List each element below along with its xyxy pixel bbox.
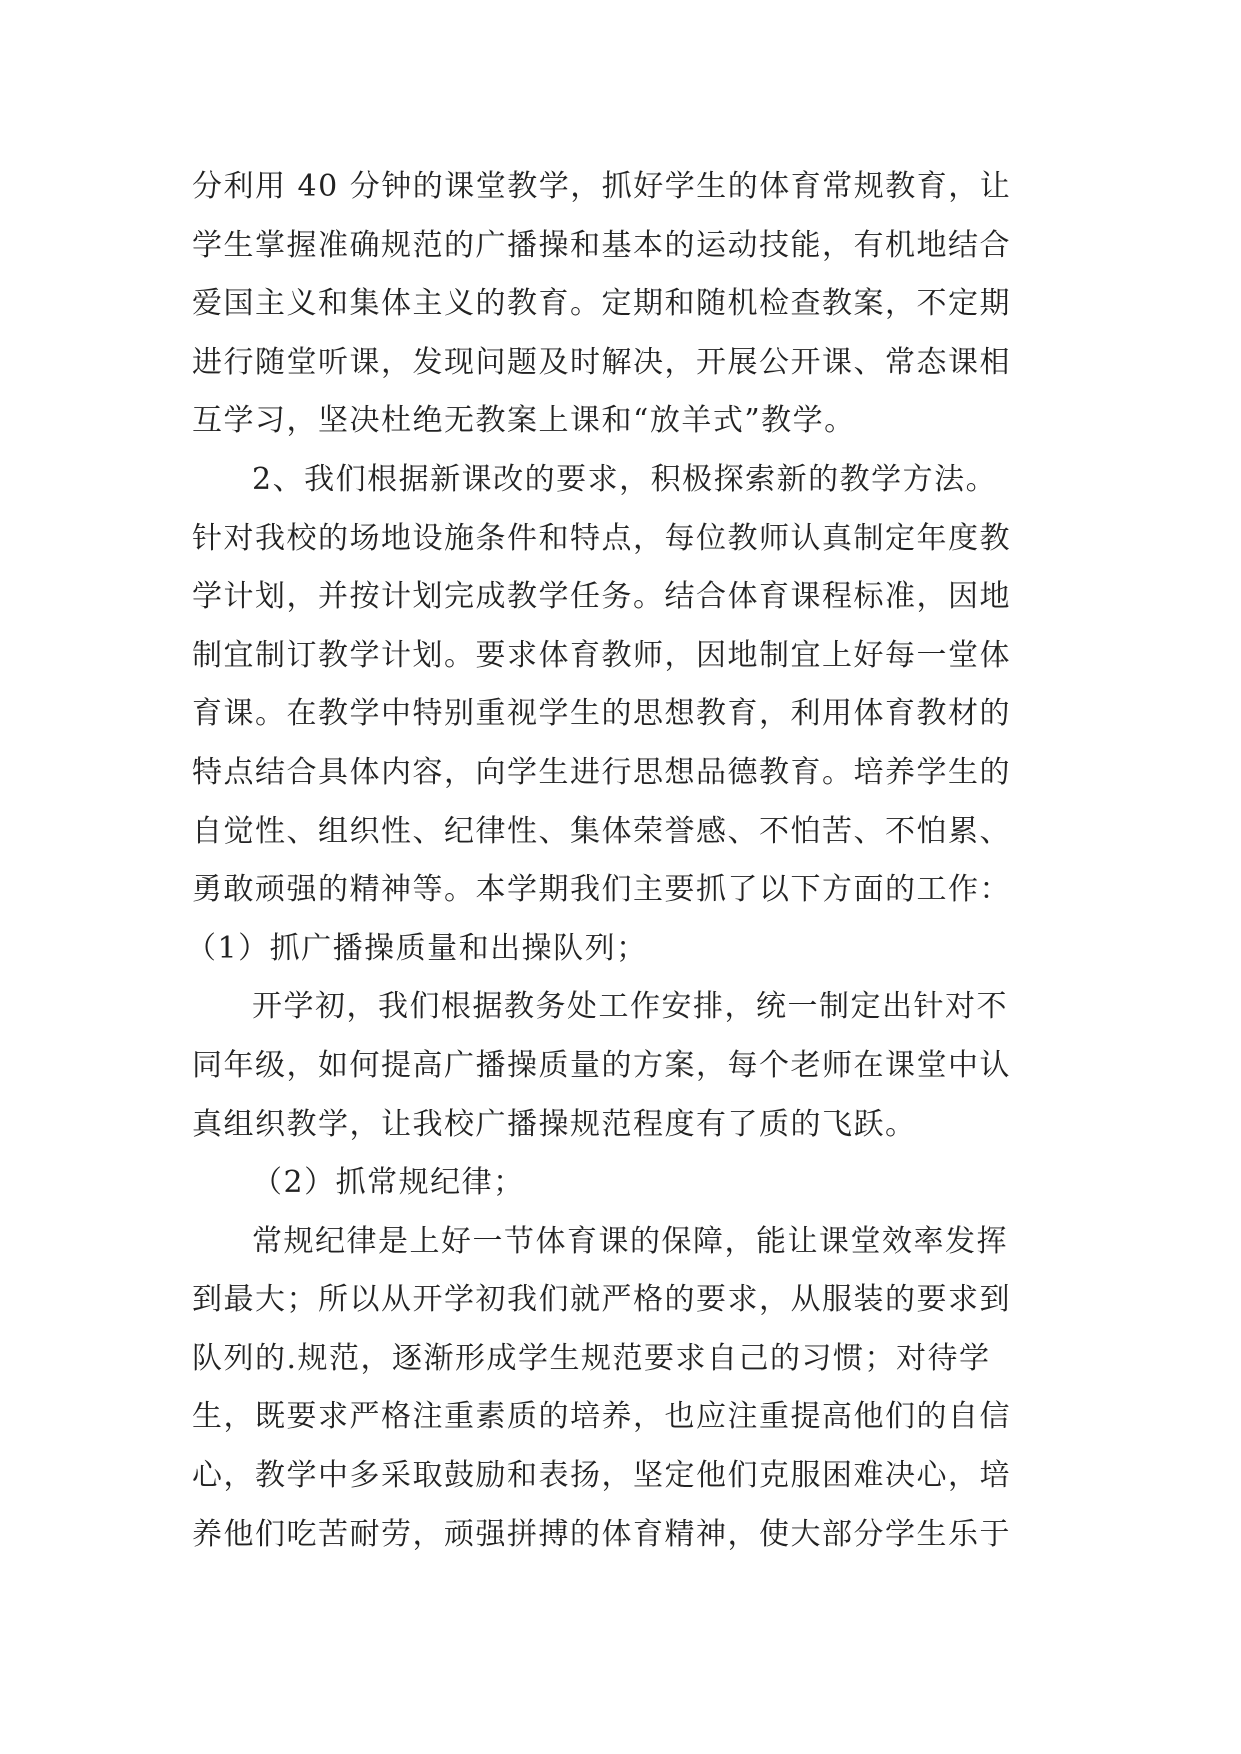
text-line: 学生掌握准确规范的广播操和基本的运动技能，有机地结合 (192, 227, 1011, 263)
document-body (186, 158, 1052, 1564)
text-line: 勇敢顽强的精神等。本学期我们主要抓了以下方面的工作： (192, 872, 1011, 908)
text-line: 心，教学中多采取鼓励和表扬，坚定他们克服困难决心，培 (192, 1458, 1011, 1494)
text-line: 生，既要求严格注重素质的培养，也应注重提高他们的自信 (192, 1399, 1011, 1435)
paragraph-start-line: 常规纪律是上好一节体育课的保障，能让课堂效率发挥 (252, 1223, 1008, 1259)
subheading-1: （1）抓广播操质量和出操队列； (186, 930, 648, 966)
text-line: 队列的.规范，逐渐形成学生规范要求自己的习惯；对待学 (192, 1340, 991, 1376)
text-line: 养他们吃苦耐劳，顽强拼搏的体育精神，使大部分学生乐于 (192, 1516, 1011, 1552)
text-line: 同年级，如何提高广播操质量的方案，每个老师在课堂中认 (192, 1047, 1011, 1083)
text-line: 针对我校的场地设施条件和特点，每位教师认真制定年度教 (192, 520, 1011, 556)
text-line: 自觉性、组织性、纪律性、集体荣誉感、不怕苦、不怕累、 (192, 813, 1011, 849)
text-line: 到最大；所以从开学初我们就严格的要求，从服装的要求到 (192, 1282, 1011, 1318)
subheading-2: （2）抓常规纪律； (252, 1165, 525, 1201)
text-line: 特点结合具体内容，向学生进行思想品德教育。培养学生的 (192, 754, 1011, 790)
text-line: 育课。在教学中特别重视学生的思想教育，利用体育教材的 (192, 696, 1011, 732)
text-line: 分利用 40 分钟的课堂教学，抓好学生的体育常规教育，让 (192, 169, 1012, 204)
paragraph-start-line: 开学初，我们根据教务处工作安排，统一制定出针对不 (252, 989, 1008, 1025)
paragraph-start-line: 2、我们根据新课改的要求，积极探索新的教学方法。 (252, 461, 998, 497)
text-line: 爱国主义和集体主义的教育。定期和随机检查教案，不定期 (192, 286, 1011, 322)
text-line: 学计划，并按计划完成教学任务。结合体育课程标准，因地 (192, 579, 1011, 615)
text-line: 互学习，坚决杜绝无教案上课和“放羊式”教学。 (192, 403, 856, 439)
text-line: 制宜制订教学计划。要求体育教师，因地制宜上好每一堂体 (192, 637, 1011, 673)
text-line: 真组织教学，让我校广播操规范程度有了质的飞跃。 (192, 1106, 917, 1142)
text-line: 进行随堂听课，发现问题及时解决，开展公开课、常态课相 (192, 344, 1011, 380)
